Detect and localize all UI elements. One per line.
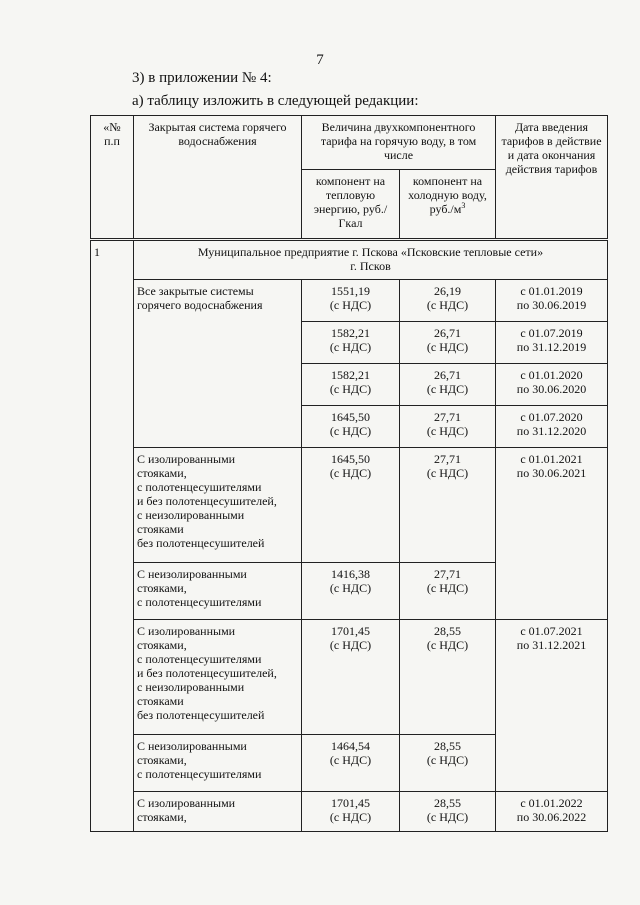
system-type: Все закрытые системы горячего водоснабжения [134,280,302,448]
header-number: «№ п.п [91,116,134,240]
tariff-table [90,115,608,832]
amendment-subitem: а) таблицу изложить в следующей редакции: [132,93,419,109]
thermal-tariff: 1645,50 (с НДС) [302,406,400,448]
validity-period: с 01.01.2019 по 30.06.2019 [496,280,608,322]
cold-water-tariff: 28,55 (с НДС) [400,792,496,832]
header-cold-water-component [400,170,496,240]
header-system: Закрытая система горячего водоснабжения [134,116,302,240]
amendment-item: 3) в приложении № 4: [132,70,272,86]
table-row [91,620,608,735]
system-type: С изолированными стояками, с полотенцесушителями и без полотенцесушителей, с неизолированными стояками без полотенцесушителей [134,620,302,735]
system-type: С изолированными стояками, с полотенцесушителями и без полотенцесушителей, с неизолированными стояками без полотенцесушителей [134,448,302,563]
header-dates: Дата введения тарифов в действие и дата окончания действия тарифов [496,116,608,240]
header-cold-water-label: компонент на холодную воду, руб./м [408,174,487,216]
system-type: С изолированными стояками, [134,792,302,832]
cold-water-tariff: 27,71 (с НДС) [400,406,496,448]
table-row [91,448,608,563]
thermal-tariff: 1701,45 (с НДС) [302,620,400,735]
thermal-tariff: 1701,45 (с НДС) [302,792,400,832]
validity-period: с 01.07.2020 по 31.12.2020 [496,406,608,448]
cold-water-tariff: 28,55 (с НДС) [400,735,496,792]
cold-water-tariff: 28,55 (с НДС) [400,620,496,735]
cold-water-tariff: 27,71 (с НДС) [400,563,496,620]
validity-period: с 01.01.2020 по 30.06.2020 [496,364,608,406]
cold-water-tariff: 26,71 (с НДС) [400,364,496,406]
thermal-tariff: 1464,54 (с НДС) [302,735,400,792]
system-type: С неизолированными стояками, с полотенцесушителями [134,735,302,792]
thermal-tariff: 1582,21 (с НДС) [302,322,400,364]
header-thermal-component: компонент на тепловую энергию, руб./Гкал [302,170,400,240]
validity-period: с 01.07.2021 по 31.12.2021 [496,620,608,792]
cold-water-tariff: 27,71 (с НДС) [400,448,496,563]
row-number: 1 [91,240,134,832]
cold-water-tariff: 26,71 (с НДС) [400,322,496,364]
thermal-tariff: 1582,21 (с НДС) [302,364,400,406]
validity-period: с 01.01.2022 по 30.06.2022 [496,792,608,832]
table-row [91,792,608,832]
system-type: С неизолированными стояками, с полотенцесушителями [134,563,302,620]
validity-period: с 01.07.2019 по 31.12.2019 [496,322,608,364]
cold-water-tariff: 26,19 (с НДС) [400,280,496,322]
thermal-tariff: 1416,38 (с НДС) [302,563,400,620]
table-row [91,280,608,322]
thermal-tariff: 1551,19 (с НДС) [302,280,400,322]
header-cold-water-unit-exponent: 3 [461,201,466,210]
thermal-tariff: 1645,50 (с НДС) [302,448,400,563]
page-number: 7 [316,52,324,68]
organization-name: Муниципальное предприятие г. Пскова «Псковские тепловые сети» г. Псков [134,240,608,280]
header-tariff: Величина двухкомпонентного тарифа на горячую воду, в том числе [302,116,496,170]
validity-period: с 01.01.2021 по 30.06.2021 [496,448,608,620]
